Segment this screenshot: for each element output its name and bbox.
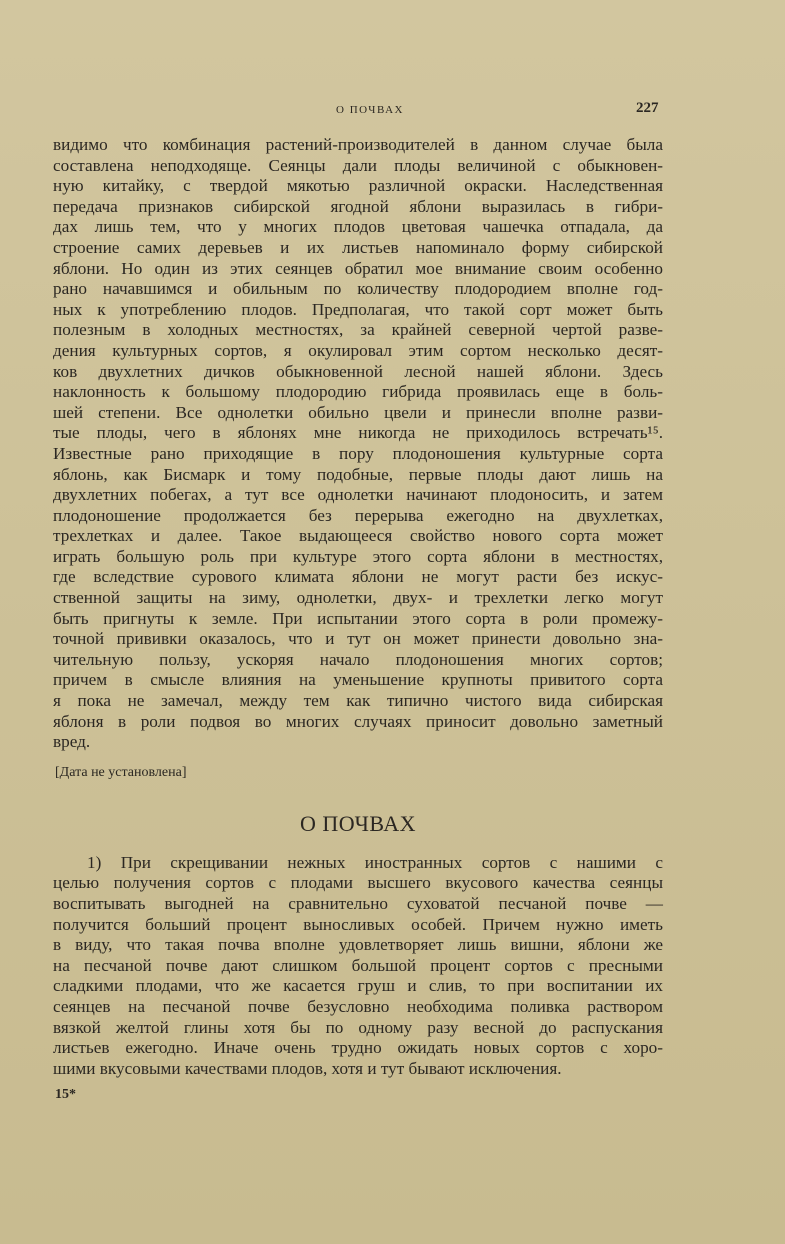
- text-line: шими вкусовыми качествами плодов, хотя и тут бывают исключения.: [53, 1058, 562, 1078]
- signature-mark: 15*: [55, 1087, 76, 1103]
- text-line: воспитывать выгодней на сравнительно суховатой песчаной почве —: [53, 894, 663, 913]
- running-title: О ПОЧВАХ: [336, 104, 404, 116]
- text-line: целью получения сортов с плодами высшего вкусового качества сеянцы: [53, 873, 663, 893]
- section-title: О ПОЧВАХ: [300, 810, 416, 836]
- text-line: 1) При скрещивании нежных иностранных сортов с нашими с: [87, 852, 663, 872]
- text-line: ных к употреблению плодов. Предполагая, что такой сорт может быть: [53, 299, 663, 319]
- text-line: сладкими плодами, что же касается груш и слив, то при воспитании их: [53, 976, 663, 996]
- text-line: трехлетках и далее. Такое выдающееся свойство нового сорта может: [53, 526, 663, 546]
- text-line: плодоношение продолжается без перерыва ежегодно на двухлетках,: [53, 505, 663, 525]
- text-line: вязкой желтой глины хотя бы по одному разу весной до распускания: [53, 1017, 663, 1037]
- text-line: шей степени. Все однолетки обильно цвели и принесли вполне разви-: [53, 402, 663, 422]
- text-line: на песчаной почве дают слишком большой процент сортов с пресными: [53, 955, 663, 975]
- date-note: [Дата не установлена]: [55, 764, 187, 780]
- text-line: яблоня в роли подвоя во многих случаях приносит довольно заметный: [53, 711, 663, 731]
- text-line: вред.: [53, 732, 91, 752]
- text-block: [53, 135, 663, 1103]
- text-line: ственной защиты на зиму, однолетки, двух- и трехлетки легко могут: [53, 588, 663, 608]
- text-line: где вследствие сурового климата яблони не могут расти без искус-: [53, 567, 663, 587]
- text-line: получится больший процент выносливых особей. Причем нужно иметь: [53, 914, 663, 934]
- text-line: дения культурных сортов, я окулировал этим сортом несколько десят-: [53, 340, 663, 360]
- text-line: играть большую роль при культуре этого сорта яблони в местностях,: [53, 546, 663, 566]
- running-head: [0, 100, 785, 124]
- text-line: двухлетних побегах, а тут все однолетки начинают плодоносить, и затем: [53, 485, 663, 505]
- text-line: наклонность к большому плодородию гибрида проявилась еще в боль-: [53, 382, 663, 402]
- text-line: рано начавшимся и обильным по количеству плодородием вполне год-: [53, 279, 663, 299]
- text-line: полезным в холодных местностях, за крайней северной чертой разве-: [53, 320, 663, 340]
- text-line: в виду, что такая почва вполне удовлетворяет лишь вишни, яблони же: [53, 935, 663, 955]
- text-line: передача признаков сибирской ягодной яблони выразилась в гибри-: [53, 196, 663, 216]
- text-line: чительную пользу, ускоряя начало плодоношения многих сортов;: [53, 649, 663, 669]
- text-line: листьев ежегодно. Иначе очень трудно ожидать новых сортов с хоро-: [53, 1038, 663, 1058]
- text-line: сеянцев на песчаной почве безусловно необходима поливка раствором: [53, 996, 663, 1016]
- text-line: составлена неподходяще. Сеянцы дали плоды величиной с обыкновен-: [53, 155, 663, 175]
- text-line: строение самих деревьев и их листьев напоминало форму сибирской: [53, 237, 663, 257]
- text-line: быть пригнуты к земле. При испытании этого сорта в роли промежу-: [53, 608, 663, 628]
- page-number: 227: [636, 100, 659, 116]
- text-line: точной прививки оказалось, что и тут он может принести довольно зна-: [53, 629, 663, 649]
- text-line: яблони. Но один из этих сеянцев обратил мое внимание своим особенно: [53, 258, 663, 278]
- text-line: причем в смысле влияния на уменьшение крупноты привитого сорта: [53, 670, 663, 690]
- text-line: яблонь, как Бисмарк и тому подобные, первые плоды дают лишь на: [53, 464, 663, 484]
- text-line: дах лишь тем, что у многих плодов цветовая чашечка отпадала, да: [53, 217, 663, 237]
- body-paragraph: [53, 135, 663, 753]
- section-paragraph: [53, 853, 663, 1080]
- text-line: ков двухлетних дичков обыкновенной лесной нашей яблони. Здесь: [53, 361, 663, 381]
- text-line: тые плоды, чего в яблонях мне никогда не приходилось встречать¹⁵.: [53, 423, 663, 443]
- text-line: ную китайку, с твердой мякотью различной окраски. Наследственная: [53, 176, 663, 196]
- text-line: Известные рано приходящие в пору плодоношения культурные сорта: [53, 443, 663, 463]
- text-line: видимо что комбинация растений-производителей в данном случае была: [53, 135, 663, 154]
- text-line: я пока не замечал, между тем как типично чистого вида сибирская: [53, 691, 663, 711]
